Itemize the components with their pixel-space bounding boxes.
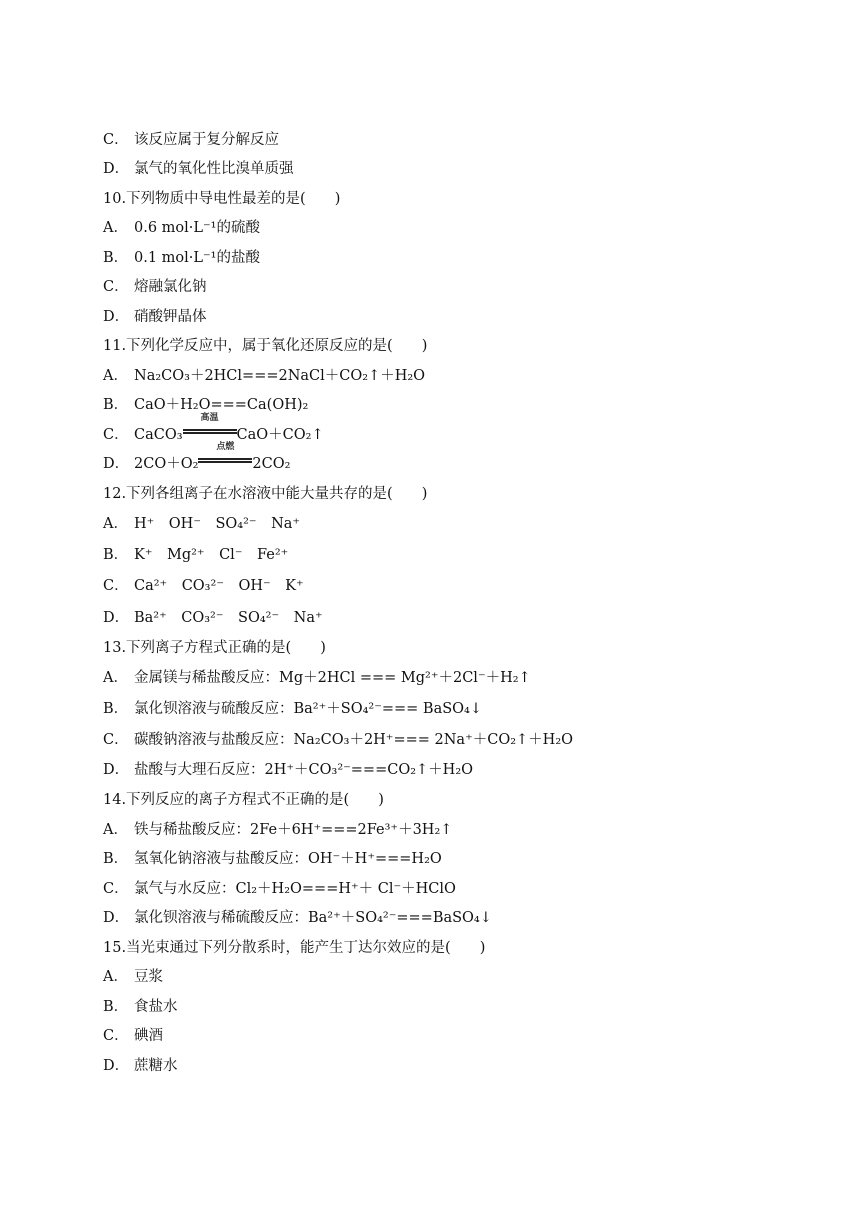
option-line: C． CaCO₃ 高温 CaO＋CO₂↑ bbox=[103, 413, 324, 443]
option-line: D． 氯气的氧化性比溴单质强 bbox=[103, 161, 294, 177]
question-11: 11.下列化学反应中，属于氧化还原反应的是( ) bbox=[103, 338, 428, 354]
option-line: B． 氯化钡溶液与硫酸反应：Ba²⁺＋SO₄²⁻=== BaSO₄↓ bbox=[103, 701, 483, 717]
option-line: A． Na₂CO₃＋2HCl===2NaCl＋CO₂↑＋H₂O bbox=[103, 368, 426, 384]
option-line: D． Ba²⁺ CO₃²⁻ SO₄²⁻ Na⁺ bbox=[103, 610, 323, 626]
question-10: 10.下列物质中导电性最差的是( ) bbox=[103, 191, 341, 207]
option-line: A． 0.6 mol·L⁻¹的硫酸 bbox=[103, 220, 260, 236]
option-line: C． 氯气与水反应：Cl₂＋H₂O===H⁺＋ Cl⁻＋HClO bbox=[103, 881, 456, 897]
option-line: C． Ca²⁺ CO₃²⁻ OH⁻ K⁺ bbox=[103, 578, 304, 594]
reaction-condition: 点燃 bbox=[198, 454, 252, 468]
question-12: 12.下列各组离子在水溶液中能大量共存的是( ) bbox=[103, 486, 428, 502]
option-line: D． 硝酸钾晶体 bbox=[103, 309, 207, 325]
question-15: 15.当光束通过下列分散系时，能产生丁达尔效应的是( ) bbox=[103, 940, 486, 956]
option-line: B． CaO＋H₂O===Ca(OH)₂ bbox=[103, 397, 309, 413]
option-line: A． 铁与稀盐酸反应：2Fe＋6H⁺===2Fe³⁺＋3H₂↑ bbox=[103, 822, 453, 838]
option-line: A． 金属镁与稀盐酸反应：Mg＋2HCl === Mg²⁺＋2Cl⁻＋H₂↑ bbox=[103, 670, 531, 686]
option-line: B． 氢氧化钠溶液与盐酸反应：OH⁻＋H⁺===H₂O bbox=[103, 851, 442, 867]
option-line: A． 豆浆 bbox=[103, 969, 163, 985]
option-line: B． 食盐水 bbox=[103, 999, 178, 1015]
option-line: D． 2CO＋O₂ 点燃 2CO₂ bbox=[103, 442, 291, 472]
option-line: C． 碳酸钠溶液与盐酸反应：Na₂CO₃＋2H⁺=== 2Na⁺＋CO₂↑＋H₂O bbox=[103, 732, 574, 748]
option-line: C． 熔融氯化钠 bbox=[103, 279, 207, 295]
option-line: B． K⁺ Mg²⁺ Cl⁻ Fe²⁺ bbox=[103, 547, 289, 563]
question-14: 14.下列反应的离子方程式不正确的是( ) bbox=[103, 792, 384, 808]
option-line: D． 蔗糖水 bbox=[103, 1058, 178, 1074]
option-line: A． H⁺ OH⁻ SO₄²⁻ Na⁺ bbox=[103, 516, 301, 532]
option-line: C． 该反应属于复分解反应 bbox=[103, 132, 279, 148]
option-line: B． 0.1 mol·L⁻¹的盐酸 bbox=[103, 250, 260, 266]
option-line: C． 碘酒 bbox=[103, 1028, 163, 1044]
option-line: D． 盐酸与大理石反应：2H⁺＋CO₃²⁻===CO₂↑＋H₂O bbox=[103, 762, 474, 778]
reaction-condition: 高温 bbox=[183, 425, 237, 439]
option-line: D． 氯化钡溶液与稀硫酸反应：Ba²⁺＋SO₄²⁻===BaSO₄↓ bbox=[103, 910, 492, 926]
question-13: 13.下列离子方程式正确的是( ) bbox=[103, 640, 326, 656]
